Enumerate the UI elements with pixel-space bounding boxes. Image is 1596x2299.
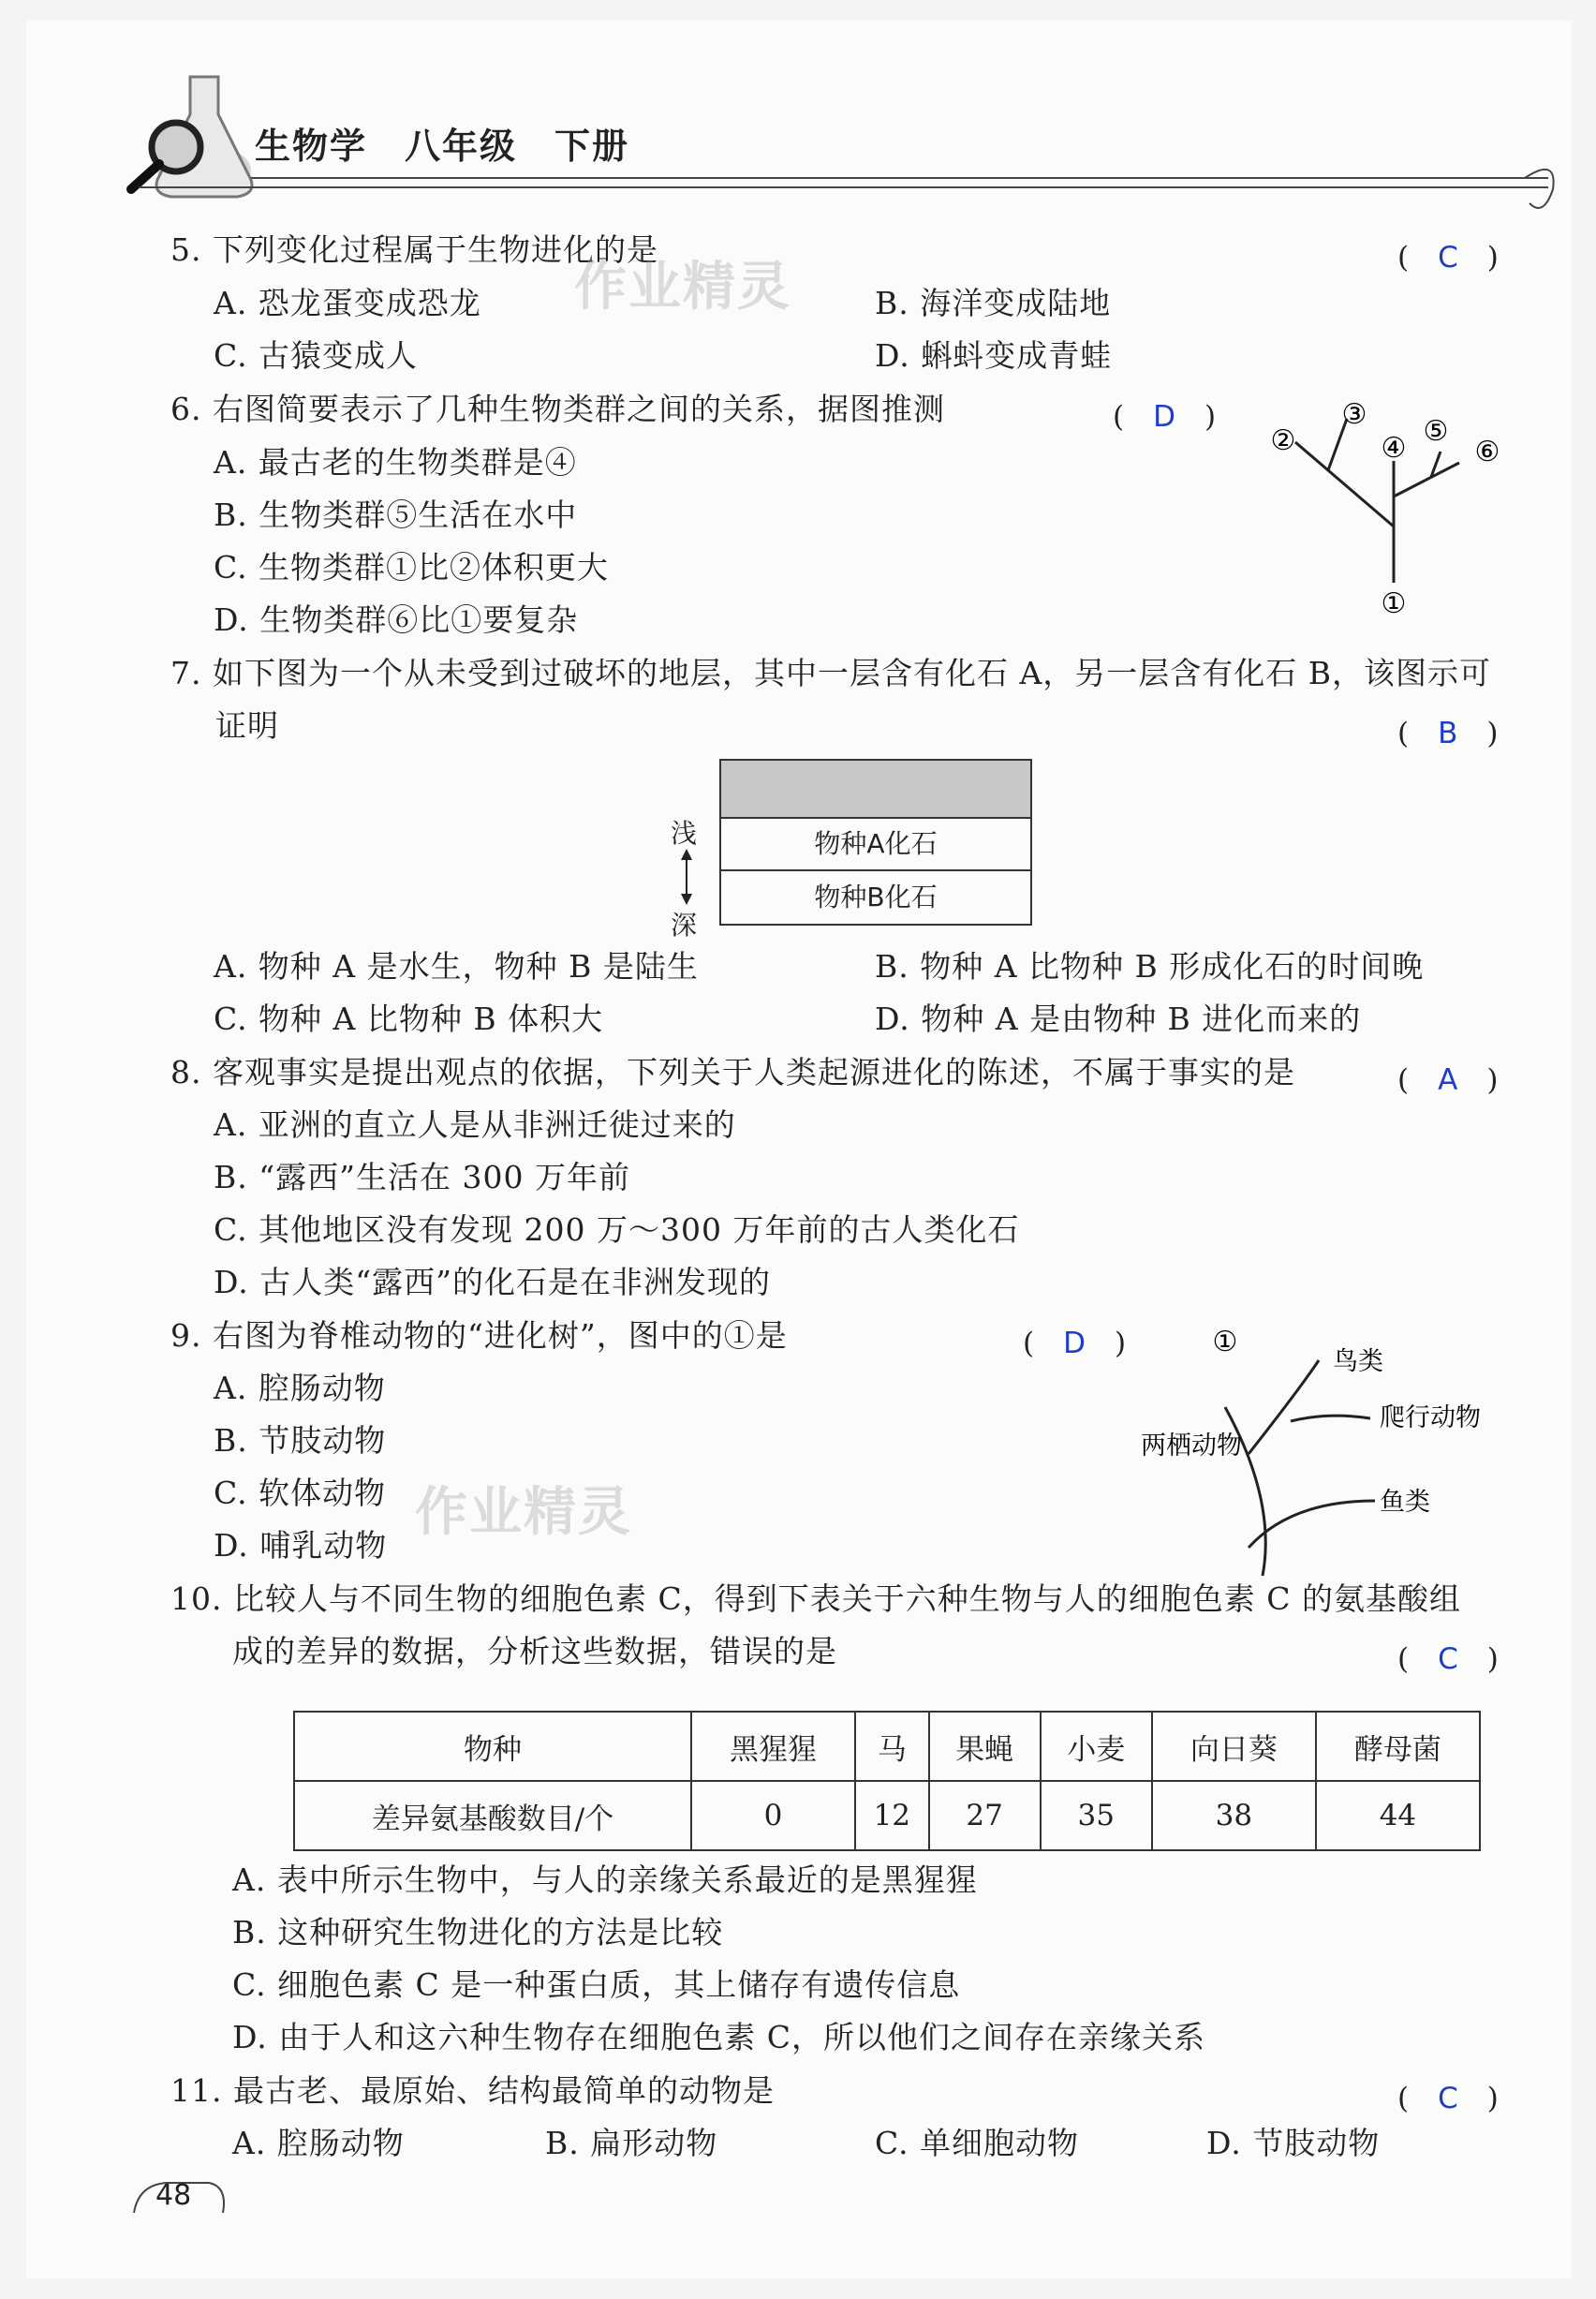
- q6-answer: D: [1153, 400, 1175, 434]
- q7-option-c: C. 物种 A 比物种 B 体积大: [214, 1001, 604, 1037]
- q5-answer-box: ( C ): [1397, 241, 1499, 274]
- evo-node-1: ①: [1212, 1326, 1238, 1358]
- q8-option-a: A. 亚洲的直立人是从非洲迁徙过来的: [214, 1106, 736, 1143]
- q11-option-d: D. 节肢动物: [1206, 2125, 1381, 2161]
- strata-diagram: [719, 759, 1032, 926]
- strata-layer-a: 物种A化石: [721, 819, 1030, 871]
- table-header: 向日葵: [1152, 1712, 1316, 1781]
- q9-evolution-tree: [1141, 1313, 1534, 1585]
- header-title: 生物学 八年级 下册: [255, 126, 630, 167]
- q7-answer-box: ( B ): [1397, 717, 1499, 750]
- q6-option-d: D. 生物类群⑥比①要复杂: [214, 601, 579, 638]
- q9-option-b: B. 节肢动物: [214, 1422, 387, 1459]
- table-cell: 27: [929, 1781, 1041, 1850]
- q8-answer: A: [1438, 1063, 1458, 1097]
- tree-node-1: ①: [1381, 587, 1407, 620]
- q10-answer: C: [1438, 1642, 1458, 1676]
- table-cell: 38: [1152, 1781, 1316, 1850]
- watermark-2: 作业精灵: [415, 1482, 632, 1543]
- q7-stem-line2: 证明: [215, 707, 279, 744]
- page-number: 48: [155, 2179, 192, 2212]
- table-cell: 12: [855, 1781, 928, 1850]
- q10-stem-line1: 10. 比较人与不同生物的细胞色素 C，得到下表关于六种生物与人的细胞色素 C 的氨基酸组: [170, 1580, 1461, 1617]
- q9-option-c: C. 软体动物: [214, 1475, 387, 1511]
- q10-option-d: D. 由于人和这六种生物存在细胞色素 C，所以他们之间存在亲缘关系: [232, 2019, 1206, 2055]
- watermark-1: 作业精灵: [574, 257, 791, 318]
- evo-label-reptile: 爬行动物: [1380, 1403, 1481, 1432]
- q9-answer: D: [1063, 1327, 1086, 1360]
- amino-acid-table: [293, 1711, 1481, 1851]
- table-cell: 35: [1041, 1781, 1152, 1850]
- tree-node-2: ②: [1270, 424, 1296, 457]
- strata-layer-b: 物种B化石: [814, 882, 938, 912]
- q6-option-b: B. 生物类群⑤生活在水中: [214, 497, 578, 533]
- q6-option-c: C. 生物类群①比②体积更大: [214, 549, 610, 586]
- q10-answer-box: ( C ): [1397, 1642, 1499, 1676]
- q7-stem-line1: 7. 如下图为一个从未受到过破坏的地层，其中一层含有化石 A，另一层含有化石 B，该图示可: [170, 655, 1492, 691]
- depth-arrow-icon: [674, 849, 699, 905]
- q11-option-a: A. 腔肠动物: [232, 2125, 405, 2161]
- q6-answer-box: ( D ): [1113, 400, 1217, 434]
- table-header: 马: [855, 1712, 928, 1781]
- q11-option-b: B. 扁形动物: [545, 2125, 718, 2161]
- q5-option-c: C. 古猿变成人: [214, 337, 419, 374]
- page: [26, 21, 1572, 2278]
- evo-label-fish: 鱼类: [1380, 1488, 1430, 1517]
- q10-option-a: A. 表中所示生物中，与人的亲缘关系最近的是黑猩猩: [232, 1861, 978, 1898]
- table-header: 物种: [294, 1712, 691, 1781]
- tree-node-6: ⑥: [1474, 436, 1500, 468]
- table-header-row: [294, 1712, 1480, 1781]
- deep-label: 深: [671, 910, 698, 941]
- q10-option-b: B. 这种研究生物进化的方法是比较: [232, 1914, 724, 1950]
- q6-option-a: A. 最古老的生物类群是④: [214, 444, 577, 481]
- table-cell: 0: [691, 1781, 855, 1850]
- q5-stem: 5. 下列变化过程属于生物进化的是: [170, 231, 658, 268]
- header-rule: [120, 161, 1581, 236]
- q8-option-b: B. “露西”生活在 300 万年前: [214, 1159, 630, 1195]
- q11-stem: 11. 最古老、最原始、结构最简单的动物是: [170, 2072, 775, 2109]
- q7-answer: B: [1438, 717, 1458, 750]
- q9-option-d: D. 哺乳动物: [214, 1527, 388, 1564]
- q8-answer-box: ( A ): [1397, 1063, 1499, 1097]
- shallow-label: 浅: [671, 818, 698, 849]
- q8-option-c: C. 其他地区没有发现 200 万～300 万年前的古人类化石: [214, 1211, 1020, 1248]
- q8-stem: 8. 客观事实是提出观点的依据，下列关于人类起源进化的陈述，不属于事实的是: [170, 1054, 1295, 1090]
- q9-stem: 9. 右图为脊椎动物的“进化树”，图中的①是: [170, 1317, 788, 1354]
- q6-tree-diagram: [1216, 386, 1534, 630]
- q7-option-a: A. 物种 A 是水生，物种 B 是陆生: [214, 948, 699, 985]
- q5-option-d: D. 蝌蚪变成青蛙: [875, 337, 1113, 374]
- table-header: 小麦: [1041, 1712, 1152, 1781]
- tree-node-4: ④: [1381, 432, 1407, 465]
- q7-option-b: B. 物种 A 比物种 B 形成化石的时间晚: [875, 948, 1425, 985]
- evo-label-amphibian: 两栖动物: [1141, 1431, 1242, 1461]
- table-row: [294, 1781, 1480, 1850]
- q11-answer: C: [1438, 2082, 1458, 2115]
- table-header: 果蝇: [929, 1712, 1041, 1781]
- table-cell: 44: [1316, 1781, 1480, 1850]
- table-cell: 差异氨基酸数目/个: [294, 1781, 691, 1850]
- q8-option-d: D. 古人类“露西”的化石是在非洲发现的: [214, 1264, 772, 1300]
- q7-option-d: D. 物种 A 是由物种 B 进化而来的: [875, 1001, 1362, 1037]
- q5-answer: C: [1438, 241, 1458, 274]
- q11-answer-box: ( C ): [1397, 2082, 1499, 2115]
- tree-node-5: ⑤: [1423, 415, 1449, 448]
- evo-label-bird: 鸟类: [1333, 1347, 1383, 1376]
- q9-option-a: A. 腔肠动物: [214, 1370, 386, 1406]
- q5-option-b: B. 海洋变成陆地: [875, 285, 1112, 321]
- q6-stem: 6. 右图简要表示了几种生物类群之间的关系，据图推测: [170, 391, 945, 427]
- table-header: 酵母菌: [1316, 1712, 1480, 1781]
- strata-top-layer: [721, 761, 1030, 819]
- q10-stem-line2: 成的差异的数据，分析这些数据，错误的是: [232, 1633, 837, 1669]
- q10-option-c: C. 细胞色素 C 是一种蛋白质，其上储存有遗传信息: [232, 1966, 961, 2003]
- q11-option-c: C. 单细胞动物: [875, 2125, 1080, 2161]
- table-header: 黑猩猩: [691, 1712, 855, 1781]
- q5-option-a: A. 恐龙蛋变成恐龙: [214, 285, 481, 321]
- q9-answer-box: ( D ): [1023, 1327, 1127, 1360]
- tree-node-3: ③: [1341, 398, 1367, 431]
